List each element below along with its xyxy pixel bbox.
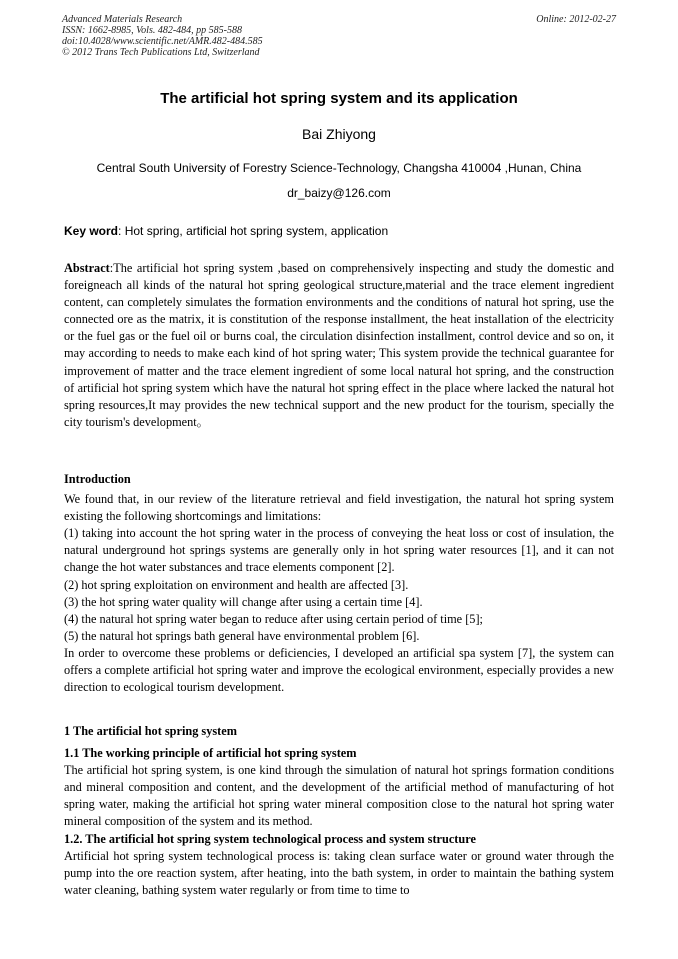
paper-title: The artificial hot spring system and its application <box>160 90 518 107</box>
section-1-2-heading: 1.2. The artificial hot spring system technological process and system structure <box>64 831 476 846</box>
abstract <box>64 260 614 431</box>
list-item: (4) the natural hot spring water began to reduce after using certain period of time [5]; <box>64 611 483 626</box>
copyright-line: © 2012 Trans Tech Publications Ltd, Switzerland <box>62 47 260 58</box>
section-1-2-text: Artificial hot spring system technological process is: taking clean surface water or ground water through the pump into the ore reaction system, after heating, into the bath system, in order to maintain the bathing system water cleaning, bathing system water regularly or from time to time to <box>64 848 614 897</box>
abstract-sep: : <box>109 261 114 275</box>
list-item: (1) taking into account the hot spring water in the process of conveying the heat loss or cost of insulation, the natural underground hot springs systems are generally only in hot spring water resources [1], and it can not change the hot water substances and trace elements component [2]. <box>64 526 614 575</box>
list-item: (3) the hot spring water quality will change after using a certain time [4]. <box>64 594 423 609</box>
list-item: (2) hot spring exploitation on environment and health are affected [3]. <box>64 577 409 592</box>
journal-header <box>62 14 263 58</box>
section-1 <box>64 723 614 899</box>
section-1-1-text: The artificial hot spring system, is one kind through the simulation of natural hot springs formation conditions and mineral composition and content, and the development of the artificial method of manufacturing of hot spring water, making the artificial hot spring water mineral composition close to the natural hot spring water mineral composition of the system and its method. <box>64 763 614 829</box>
author-email[interactable]: dr_baizy@126.com <box>287 186 391 200</box>
introduction-lead: We found that, in our review of the literature retrieval and field investigation, the natural hot spring system existing the following shortcomings and limitations: <box>64 492 614 524</box>
list-item: (5) the natural hot springs bath general have environmental problem [6]. <box>64 628 420 643</box>
doi-line[interactable]: doi:10.4028/www.scientific.net/AMR.482-484.585 <box>62 36 263 47</box>
affiliation: Central South University of Forestry Science-Technology, Changsha 410004 ,Hunan, China <box>96 161 582 175</box>
abstract-label: Abstract <box>64 261 110 275</box>
keywords-text: Hot spring, artificial hot spring system, application <box>124 224 389 238</box>
issn-line: ISSN: 1662-8985, Vols. 482-484, pp 585-588 <box>62 25 242 36</box>
introduction-heading: Introduction <box>64 472 131 486</box>
introduction-section <box>64 471 614 696</box>
keywords <box>64 224 624 238</box>
abstract-text: The artificial hot spring system ,based on comprehensively inspecting and study the domestic and foreigneach all kinds of the natural hot spring geological structure,material and the trace element ingredient content, can completely simulates the formation environments and the conditions of natural hot spring, use the connected ore as the matrix, it is constitution of the response installment, the heat installation of the electricity or the fuel gas or the fuel oil or burns coal, the circulation disinfection installment, control device and so on, it may according to needs to make each kind of hot spring water; This system provide the technical guarantee for improvement of matter and the trace element ingredient of some local natural hot spring, and the construction of artificial hot spring system which have the natural hot spring effect in the place where lacked the natural hot spring resources,It may provides the new technical support and the new product for the tourism, specially the city tourism's development。 <box>64 261 614 429</box>
section-1-1-heading: 1.1 The working principle of artificial hot spring system <box>64 746 357 761</box>
author-name: Bai Zhiyong <box>302 126 376 142</box>
introduction-closing: In order to overcome these problems or deficiencies, I developed an artificial spa system [7], the system can offers a complete artificial hot spring water and improve the ecological environment, especially provides a new direction to ecological tourism development. <box>64 645 614 695</box>
section-1-heading: 1 The artificial hot spring system <box>64 724 237 738</box>
keywords-label: Key word <box>64 224 119 238</box>
online-date: Online: 2012-02-27 <box>536 14 616 25</box>
journal-name: Advanced Materials Research <box>62 14 183 25</box>
keywords-sep: : <box>118 224 122 238</box>
